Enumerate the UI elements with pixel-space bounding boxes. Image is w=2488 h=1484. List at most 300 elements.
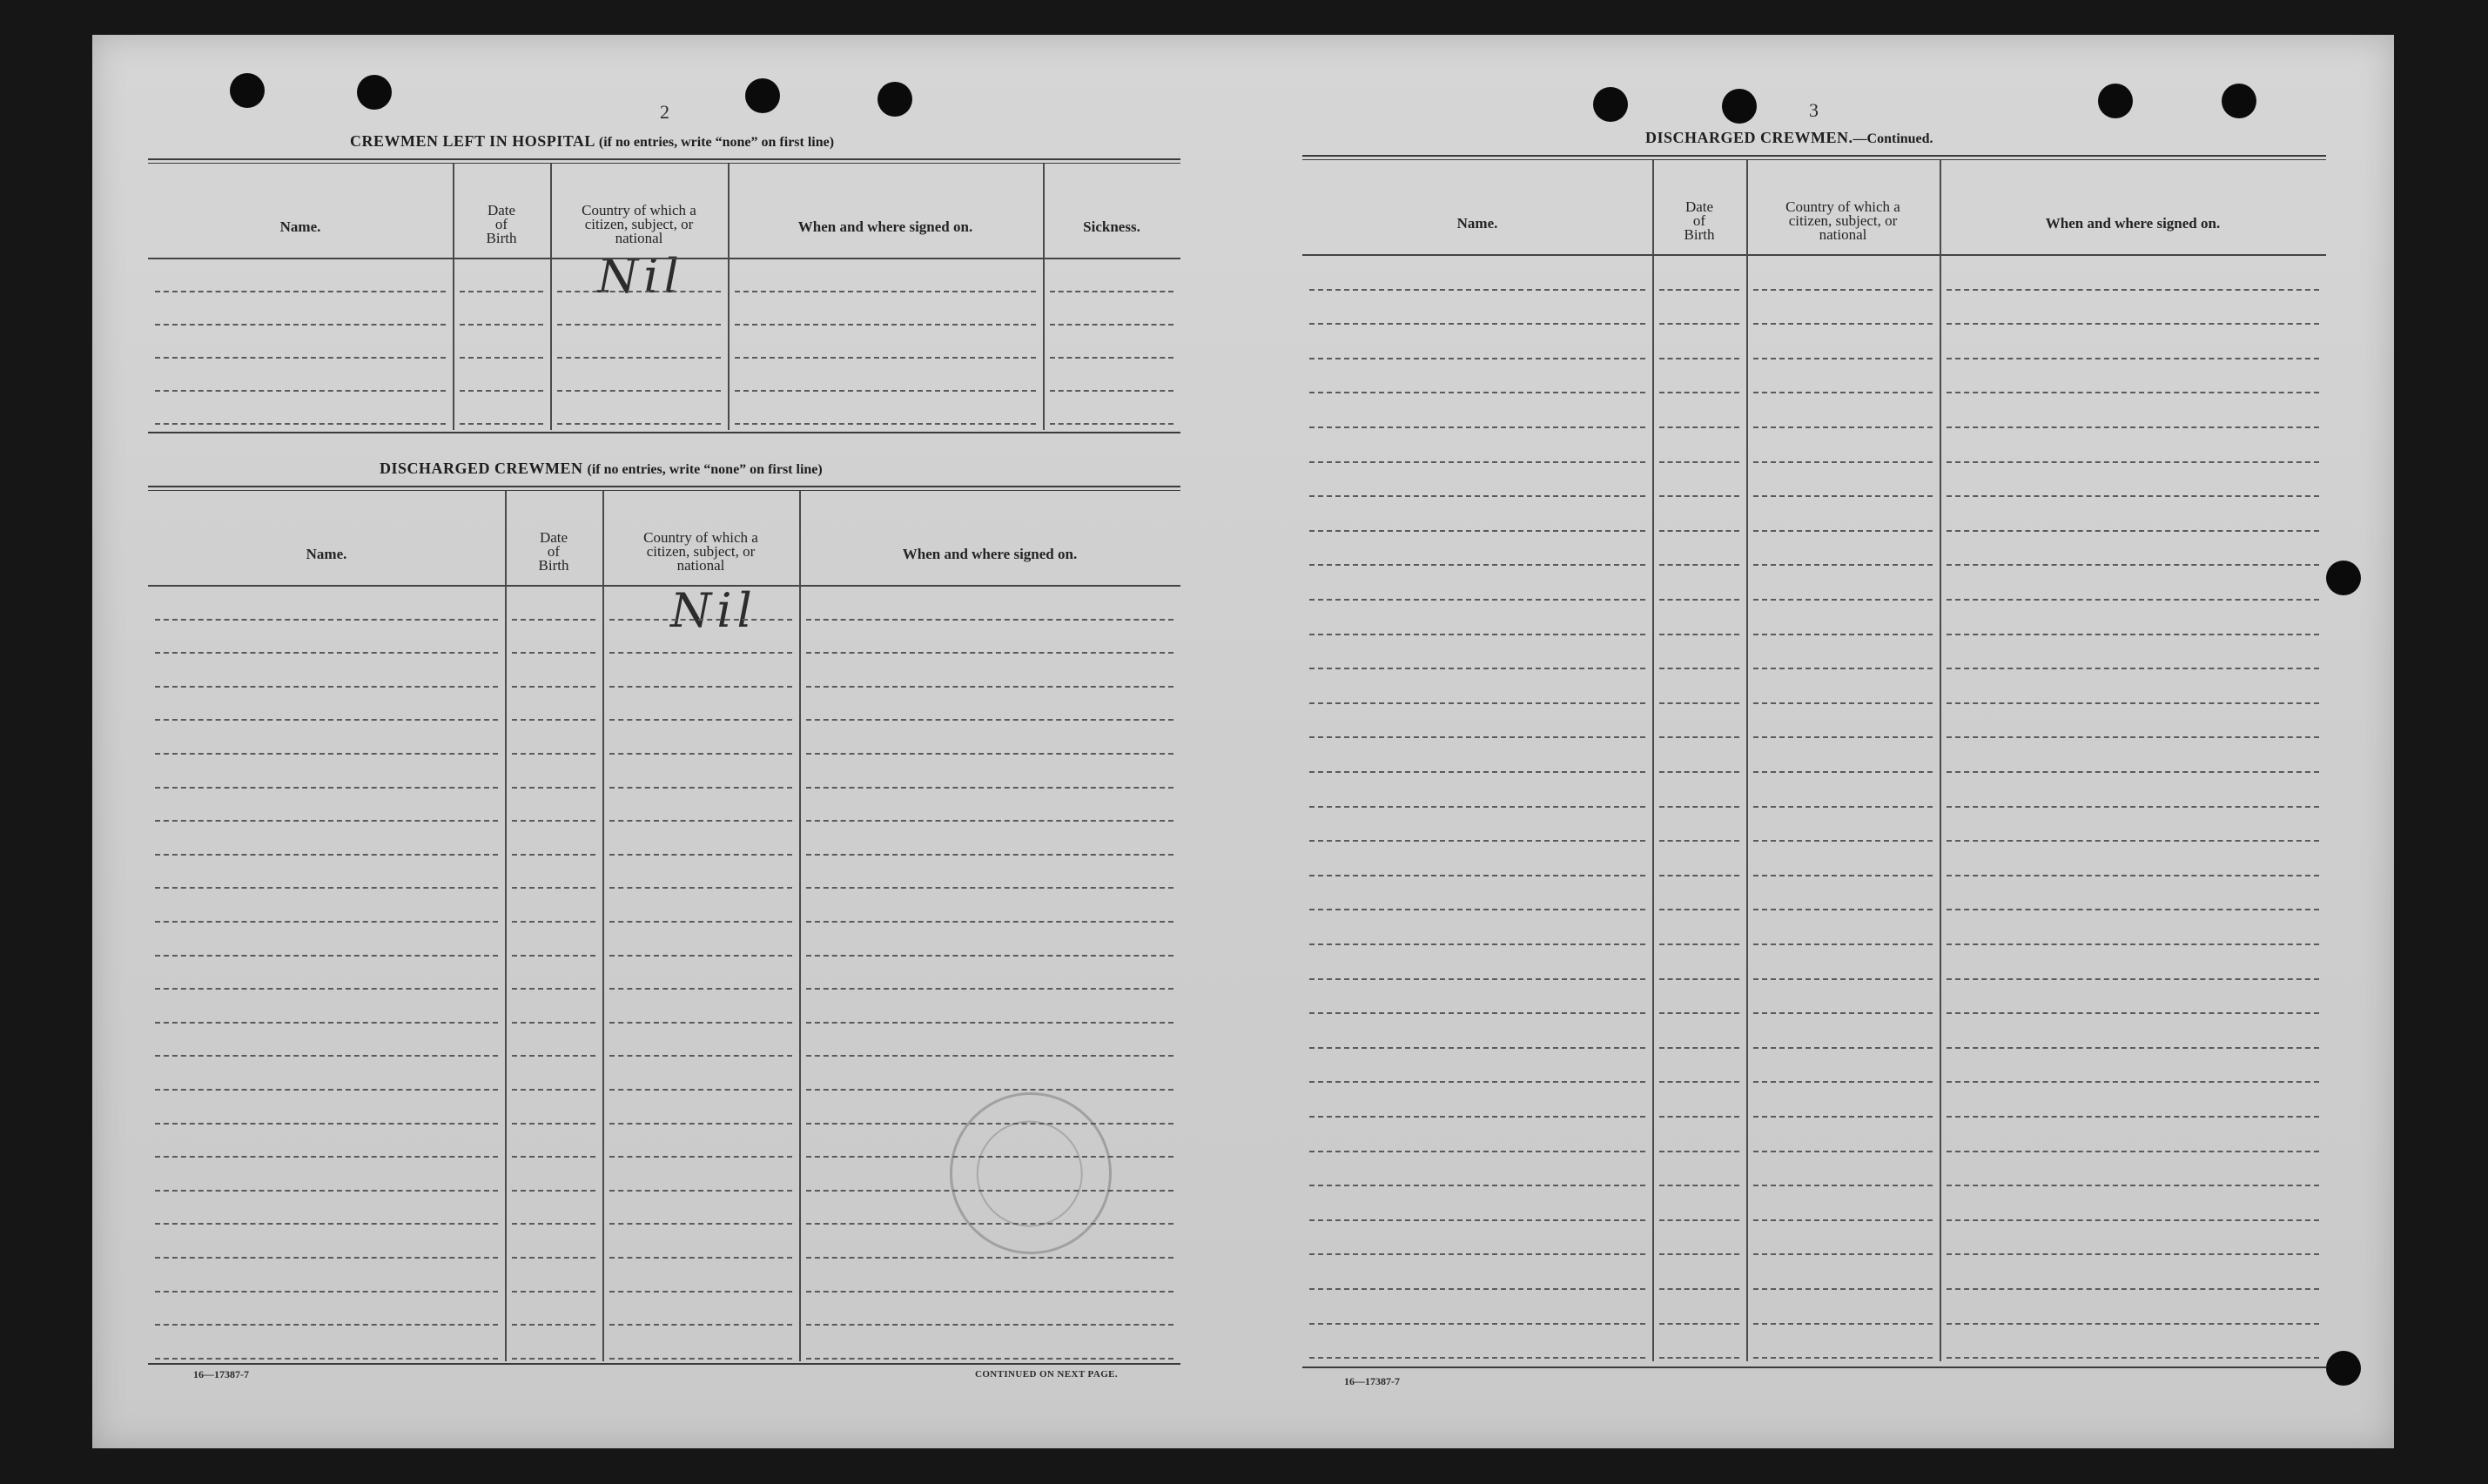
entry-line xyxy=(1309,426,1645,428)
entry-line xyxy=(512,887,595,889)
entry-line xyxy=(1753,461,1933,463)
entry-line xyxy=(1050,357,1173,359)
dob-line-2: of xyxy=(494,216,508,232)
form-sheet xyxy=(92,35,2394,1448)
entry-line xyxy=(155,1257,498,1259)
entry-line xyxy=(609,619,792,621)
entry-line xyxy=(806,854,1173,856)
entry-line xyxy=(1947,495,2319,497)
entry-line xyxy=(1947,668,2319,669)
col-header-name: Name. xyxy=(279,218,321,235)
entry-line xyxy=(1753,736,1933,738)
column-divider xyxy=(1043,164,1045,430)
entry-line xyxy=(1753,702,1933,704)
entry-line xyxy=(609,1291,792,1293)
entry-line xyxy=(1947,358,2319,359)
handwritten-nil: Nil xyxy=(597,249,684,304)
entry-line xyxy=(155,1358,498,1360)
entry-line xyxy=(512,1190,595,1192)
entry-line xyxy=(1309,840,1645,842)
entry-line xyxy=(1659,771,1739,773)
entry-line xyxy=(806,887,1173,889)
entry-line xyxy=(609,887,792,889)
entry-line xyxy=(155,787,498,789)
entry-line xyxy=(1947,289,2319,291)
entry-line xyxy=(1753,1047,1933,1049)
entry-line xyxy=(155,753,498,755)
entry-line xyxy=(1659,806,1739,808)
entry-line xyxy=(1753,1116,1933,1118)
entry-line xyxy=(1309,495,1645,497)
entry-line xyxy=(1659,1116,1739,1118)
right-page xyxy=(1241,35,2394,1448)
entry-line xyxy=(512,619,595,621)
entry-line xyxy=(155,955,498,957)
form-code: 16—17387-7 xyxy=(1344,1375,1400,1387)
dob-line-3: Birth xyxy=(486,230,517,246)
entry-line xyxy=(609,1123,792,1125)
entry-line xyxy=(155,390,446,392)
entry-line xyxy=(512,1291,595,1293)
col-header-country xyxy=(1746,200,1940,242)
entry-line xyxy=(1659,1185,1739,1186)
entry-line xyxy=(609,1089,792,1091)
entry-line xyxy=(1947,599,2319,601)
entry-line xyxy=(609,1190,792,1192)
entry-line xyxy=(1753,1323,1933,1325)
entry-line xyxy=(1753,495,1933,497)
column-divider xyxy=(728,164,730,430)
entry-line xyxy=(512,1022,595,1024)
entry-line xyxy=(155,719,498,721)
page-number: 2 xyxy=(660,101,669,123)
entry-line xyxy=(806,686,1173,688)
entry-line xyxy=(609,820,792,822)
entry-line xyxy=(1947,875,2319,876)
entry-line xyxy=(1659,634,1739,635)
entry-line xyxy=(1947,702,2319,704)
hospital-bottom-rule xyxy=(148,432,1180,433)
discharged-section-title xyxy=(380,460,823,478)
entry-line xyxy=(512,1324,595,1326)
column-divider xyxy=(1652,160,1654,1361)
col-header-dob xyxy=(1652,200,1746,242)
entry-line xyxy=(1309,909,1645,910)
entry-line xyxy=(609,1358,792,1360)
column-divider xyxy=(1940,160,1941,1361)
entry-line xyxy=(609,719,792,721)
entry-line xyxy=(1309,1047,1645,1049)
entry-line xyxy=(512,820,595,822)
entry-line xyxy=(155,423,446,425)
entry-line xyxy=(512,1055,595,1057)
entry-line xyxy=(1309,1116,1645,1118)
entry-line xyxy=(609,787,792,789)
entry-line xyxy=(1659,1151,1739,1152)
entry-line xyxy=(1947,1288,2319,1290)
entry-line xyxy=(512,1223,595,1225)
entry-line xyxy=(155,1089,498,1091)
entry-line xyxy=(806,1291,1173,1293)
country-line-1: Country of which a xyxy=(643,529,758,546)
entry-line xyxy=(1753,564,1933,566)
entry-line xyxy=(1309,1357,1645,1359)
entry-line xyxy=(1753,323,1933,325)
entry-line xyxy=(155,324,446,326)
entry-line xyxy=(1050,324,1173,326)
hospital-table xyxy=(148,164,1180,472)
entry-line xyxy=(557,423,721,425)
entry-line xyxy=(460,423,543,425)
entry-line xyxy=(806,921,1173,923)
entry-line xyxy=(512,719,595,721)
entry-line xyxy=(155,887,498,889)
hospital-section-title xyxy=(350,132,834,151)
entry-line xyxy=(1947,806,2319,808)
entry-line xyxy=(1947,1185,2319,1186)
entry-line xyxy=(460,291,543,292)
country-line-2: citizen, subject, or xyxy=(584,216,694,232)
col-header-country xyxy=(602,531,799,573)
entry-line xyxy=(155,1022,498,1024)
entry-line xyxy=(806,1022,1173,1024)
country-line-3: national xyxy=(676,557,725,574)
entry-line xyxy=(1659,1012,1739,1014)
entry-line xyxy=(1659,1253,1739,1255)
entry-line xyxy=(1309,875,1645,876)
entry-line xyxy=(155,988,498,990)
entry-line xyxy=(155,291,446,292)
entry-line xyxy=(1309,564,1645,566)
discharged-bottom-rule xyxy=(148,1363,1180,1365)
entry-line xyxy=(1659,1219,1739,1221)
entry-line xyxy=(1659,289,1739,291)
entry-line xyxy=(1753,599,1933,601)
entry-line xyxy=(1659,1047,1739,1049)
entry-line xyxy=(1309,943,1645,945)
entry-line xyxy=(609,1022,792,1024)
entry-line xyxy=(1050,390,1173,392)
entry-line xyxy=(1659,599,1739,601)
entry-line xyxy=(1309,1253,1645,1255)
entry-line xyxy=(1659,978,1739,980)
discharged-title-text: DISCHARGED CREWMEN xyxy=(380,460,583,477)
entry-line xyxy=(609,988,792,990)
header-separator xyxy=(148,258,1180,259)
entry-line xyxy=(806,1324,1173,1326)
hospital-title-note: (if no entries, write “none” on first line) xyxy=(598,135,835,150)
entry-line xyxy=(1659,426,1739,428)
entry-line xyxy=(1947,736,2319,738)
entry-line xyxy=(1753,943,1933,945)
entry-line xyxy=(806,619,1173,621)
entry-line xyxy=(1309,634,1645,635)
entry-line xyxy=(609,1257,792,1259)
entry-line xyxy=(1309,702,1645,704)
entry-line xyxy=(806,955,1173,957)
entry-line xyxy=(1753,358,1933,359)
entry-line xyxy=(1309,736,1645,738)
entry-line xyxy=(1753,806,1933,808)
header-separator xyxy=(148,585,1180,587)
dob-line-2: of xyxy=(1692,212,1706,229)
entry-line xyxy=(1659,943,1739,945)
form-code: 16—17387-7 xyxy=(193,1368,249,1380)
entry-line xyxy=(1659,495,1739,497)
entry-line xyxy=(806,1055,1173,1057)
entry-line xyxy=(155,820,498,822)
entry-line xyxy=(1659,323,1739,325)
entry-line xyxy=(1753,1357,1933,1359)
entry-line xyxy=(1753,530,1933,532)
entry-line xyxy=(1309,1219,1645,1221)
entry-line xyxy=(512,921,595,923)
entry-line xyxy=(1050,423,1173,425)
entry-line xyxy=(1309,358,1645,359)
entry-line xyxy=(1753,634,1933,635)
entry-line xyxy=(609,1055,792,1057)
entry-line xyxy=(1309,289,1645,291)
entry-line xyxy=(1309,461,1645,463)
entry-line xyxy=(512,1257,595,1259)
entry-line xyxy=(1309,1323,1645,1325)
entry-line xyxy=(1947,909,2319,910)
entry-line xyxy=(1947,1219,2319,1221)
entry-line xyxy=(1753,668,1933,669)
entry-line xyxy=(1753,1012,1933,1014)
header-separator xyxy=(1302,254,2326,256)
entry-line xyxy=(460,390,543,392)
entry-line xyxy=(155,1123,498,1125)
col-header-name: Name. xyxy=(1456,215,1498,232)
entry-line xyxy=(1659,1357,1739,1359)
entry-line xyxy=(1947,978,2319,980)
entry-line xyxy=(155,1156,498,1158)
entry-line xyxy=(1309,392,1645,393)
entry-line xyxy=(806,1089,1173,1091)
entry-line xyxy=(609,753,792,755)
col-header-signed-on: When and where signed on. xyxy=(797,218,973,235)
entry-line xyxy=(1947,1357,2319,1359)
entry-line xyxy=(1947,461,2319,463)
dob-line-3: Birth xyxy=(538,557,569,574)
discharged-continued-title xyxy=(1645,129,1933,147)
entry-line xyxy=(512,787,595,789)
entry-line xyxy=(155,686,498,688)
entry-line xyxy=(1309,806,1645,808)
entry-line xyxy=(557,291,721,292)
col-header-signed-on: When and where signed on. xyxy=(2045,215,2221,232)
discharged-title-note: (if no entries, write “none” on first line) xyxy=(587,462,823,477)
entry-line xyxy=(806,787,1173,789)
entry-line xyxy=(1753,1081,1933,1083)
entry-line xyxy=(512,1358,595,1360)
entry-line xyxy=(1659,702,1739,704)
col-header-sickness: Sickness. xyxy=(1083,218,1140,235)
entry-line xyxy=(1309,1081,1645,1083)
entry-line xyxy=(557,324,721,326)
entry-line xyxy=(512,652,595,654)
continued-note: CONTINUED ON NEXT PAGE. xyxy=(975,1369,1119,1380)
entry-line xyxy=(1753,771,1933,773)
entry-line xyxy=(1309,599,1645,601)
right-bottom-rule xyxy=(1302,1366,2326,1368)
col-header-signed-on: When and where signed on. xyxy=(902,546,1078,562)
entry-line xyxy=(1659,461,1739,463)
entry-line xyxy=(512,686,595,688)
dob-line-1: Date xyxy=(1684,198,1714,215)
title-suffix: —Continued. xyxy=(1853,131,1933,146)
entry-line xyxy=(1753,1151,1933,1152)
entry-line xyxy=(1753,289,1933,291)
entry-line xyxy=(1947,426,2319,428)
entry-line xyxy=(609,921,792,923)
page-number: 3 xyxy=(1809,99,1819,121)
col-header-dob xyxy=(505,531,602,573)
entry-line xyxy=(155,619,498,621)
column-divider xyxy=(799,491,801,1361)
entry-line xyxy=(1659,909,1739,910)
entry-line xyxy=(735,324,1036,326)
entry-line xyxy=(735,357,1036,359)
dob-line-3: Birth xyxy=(1684,226,1715,243)
entry-line xyxy=(1753,1185,1933,1186)
entry-line xyxy=(512,1156,595,1158)
entry-line xyxy=(1659,1288,1739,1290)
entry-line xyxy=(609,1223,792,1225)
country-line-3: national xyxy=(615,230,663,246)
entry-line xyxy=(1309,668,1645,669)
left-page xyxy=(92,35,1241,1448)
entry-line xyxy=(1659,840,1739,842)
entry-line xyxy=(1753,978,1933,980)
entry-line xyxy=(735,390,1036,392)
entry-line xyxy=(806,753,1173,755)
country-line-2: citizen, subject, or xyxy=(1788,212,1898,229)
country-line-1: Country of which a xyxy=(582,202,696,218)
entry-line xyxy=(609,652,792,654)
entry-line xyxy=(1947,1151,2319,1152)
dob-line-1: Date xyxy=(539,529,568,546)
entry-line xyxy=(512,753,595,755)
entry-line xyxy=(1753,392,1933,393)
entry-line xyxy=(512,1123,595,1125)
entry-line xyxy=(1947,840,2319,842)
entry-line xyxy=(155,357,446,359)
entry-line xyxy=(1659,1081,1739,1083)
entry-line xyxy=(806,1358,1173,1360)
col-header-name: Name. xyxy=(306,546,347,562)
handwritten-nil: Nil xyxy=(670,583,757,638)
discharged-continued-table xyxy=(1302,160,2326,1361)
entry-line xyxy=(512,854,595,856)
entry-line xyxy=(1947,1012,2319,1014)
entry-line xyxy=(1659,392,1739,393)
entry-line xyxy=(1309,1288,1645,1290)
entry-line xyxy=(155,1055,498,1057)
entry-line xyxy=(1753,1219,1933,1221)
country-line-2: citizen, subject, or xyxy=(646,543,756,560)
entry-line xyxy=(1050,291,1173,292)
entry-line xyxy=(1659,564,1739,566)
entry-line xyxy=(460,357,543,359)
entry-line xyxy=(1659,1323,1739,1325)
entry-line xyxy=(155,1223,498,1225)
entry-line xyxy=(460,324,543,326)
entry-line xyxy=(1309,1151,1645,1152)
hospital-title-text: CREWMEN LEFT IN HOSPITAL xyxy=(350,132,595,150)
entry-line xyxy=(609,1324,792,1326)
entry-line xyxy=(1947,392,2319,393)
entry-line xyxy=(1947,1081,2319,1083)
entry-line xyxy=(1947,564,2319,566)
entry-line xyxy=(155,1324,498,1326)
entry-line xyxy=(512,1089,595,1091)
entry-line xyxy=(1309,323,1645,325)
entry-line xyxy=(1947,634,2319,635)
entry-line xyxy=(155,854,498,856)
entry-line xyxy=(609,686,792,688)
entry-line xyxy=(1309,771,1645,773)
entry-line xyxy=(155,652,498,654)
entry-line xyxy=(1947,943,2319,945)
entry-line xyxy=(1947,530,2319,532)
entry-line xyxy=(1309,530,1645,532)
column-divider xyxy=(505,491,507,1361)
entry-line xyxy=(512,988,595,990)
entry-line xyxy=(806,820,1173,822)
entry-line xyxy=(806,1257,1173,1259)
entry-line xyxy=(609,1156,792,1158)
entry-line xyxy=(1947,1116,2319,1118)
entry-line xyxy=(1659,530,1739,532)
entry-line xyxy=(1309,1185,1645,1186)
entry-line xyxy=(1947,1253,2319,1255)
entry-line xyxy=(735,291,1036,292)
stamp-inner-ring xyxy=(962,1105,1098,1241)
entry-line xyxy=(1753,1288,1933,1290)
entry-line xyxy=(1947,771,2319,773)
column-divider xyxy=(602,491,604,1361)
column-divider xyxy=(1746,160,1748,1361)
col-header-dob xyxy=(453,204,550,245)
entry-line xyxy=(806,652,1173,654)
entry-line xyxy=(806,719,1173,721)
entry-line xyxy=(1309,978,1645,980)
entry-line xyxy=(1947,1323,2319,1325)
col-header-country xyxy=(550,204,728,245)
column-divider xyxy=(550,164,552,430)
entry-line xyxy=(609,955,792,957)
entry-line xyxy=(735,423,1036,425)
country-line-1: Country of which a xyxy=(1785,198,1900,215)
entry-line xyxy=(155,921,498,923)
entry-line xyxy=(1659,875,1739,876)
dob-line-2: of xyxy=(547,543,561,560)
entry-line xyxy=(512,955,595,957)
entry-line xyxy=(557,357,721,359)
entry-line xyxy=(557,390,721,392)
entry-line xyxy=(1659,668,1739,669)
entry-line xyxy=(155,1190,498,1192)
entry-line xyxy=(806,988,1173,990)
country-line-3: national xyxy=(1819,226,1867,243)
entry-line xyxy=(609,854,792,856)
entry-line xyxy=(1753,1253,1933,1255)
entry-line xyxy=(1753,840,1933,842)
entry-line xyxy=(1753,909,1933,910)
entry-line xyxy=(1947,323,2319,325)
